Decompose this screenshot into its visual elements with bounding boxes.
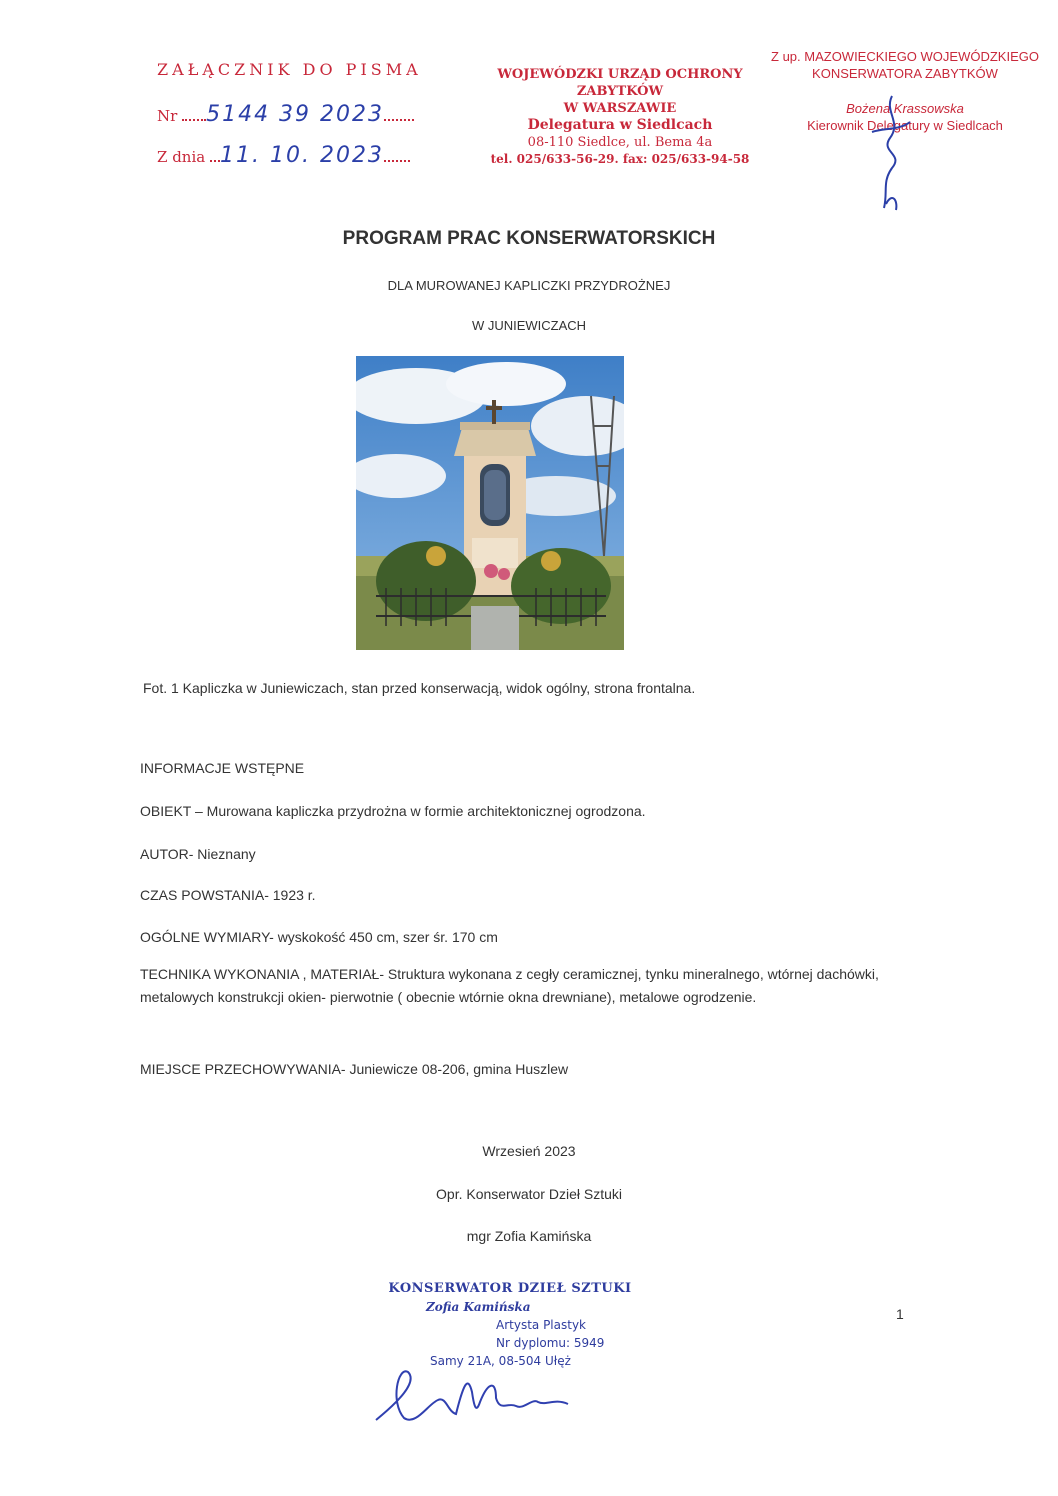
info-czas: CZAS POWSTANIA- 1923 r. — [140, 887, 316, 903]
info-obiekt: OBIEKT – Murowana kapliczka przydrożna w formie architektonicznej ogrodzona. — [140, 803, 646, 819]
photo-caption: Fot. 1 Kapliczka w Juniewiczach, stan przed konserwacją, widok ogólny, strona frontalna. — [143, 680, 696, 696]
document-date: Wrzesień 2023 — [482, 1143, 576, 1159]
office-stamp-line3: Delegatura w Siedlcach — [527, 117, 713, 133]
office-stamp-line1: WOJEWÓDZKI URZĄD OCHRONY ZABYTKÓW — [497, 67, 743, 99]
attachment-date-label: Z dnia — [157, 148, 206, 166]
section-heading: INFORMACJE WSTĘPNE — [140, 760, 305, 776]
prepared-by: Opr. Konserwator Dzieł Sztuki — [436, 1186, 622, 1202]
attachment-number-label: Nr — [157, 107, 178, 125]
signature-icon — [862, 92, 922, 216]
document-subtitle-1: DLA MUROWANEJ KAPLICZKI PRZYDROŻNEJ — [387, 278, 671, 293]
attachment-date-value: 11. 10. 2023 — [219, 143, 384, 168]
info-autor: AUTOR- Nieznany — [140, 846, 256, 862]
attachment-number-line — [157, 102, 414, 127]
artist-stamp-line5: Samy 21A, 08-504 Ułęż — [430, 1354, 571, 1368]
artist-stamp — [360, 1280, 660, 1370]
info-technika: TECHNIKA WYKONANIA , MATERIAŁ- Struktura wykonana z cegły ceramicznej, tynku mineralnego, wtórnej dachówki, metalowych konstrukcji okien- pierwotnie ( obecnie wtórnie okna drewniane), metalowe ogrodzenie. — [140, 966, 879, 1005]
info-miejsce: MIEJSCE PRZECHOWYWANIA- Juniewicze 08-206, gmina Huszlew — [140, 1061, 569, 1077]
document-subtitle-2: W JUNIEWICZACH — [471, 318, 587, 333]
artist-stamp-line2: Zofia Kamińska — [426, 1300, 531, 1314]
office-stamp-line2: W WARSZAWIE — [563, 101, 677, 116]
document-title: PROGRAM PRAC KONSERWATORSKICH — [342, 228, 716, 249]
page-number: 1 — [896, 1306, 904, 1322]
info-wymiary: OGÓLNE WYMIARY- wyskokość 450 cm, szer śr. 170 cm — [140, 929, 498, 945]
artist-stamp-line1: KONSERWATOR DZIEŁ SZTUKI — [388, 1281, 632, 1296]
conservator-stamp-name: Bożena Krassowska — [846, 101, 964, 116]
conservator-stamp-line2: KONSERWATORA ZABYTKÓW — [812, 66, 998, 81]
dotted-line — [384, 105, 414, 121]
dotted-line — [210, 146, 220, 162]
attachment-stamp-title: ZAŁĄCZNIK DO PISMA — [157, 60, 422, 79]
artist-signature-icon — [368, 1362, 588, 1432]
dotted-line — [182, 105, 206, 121]
attachment-date-line — [157, 143, 410, 168]
artist-stamp-line3: Artysta Plastyk — [496, 1318, 587, 1332]
office-stamp-line4: 08-110 Siedlce, ul. Bema 4a — [527, 135, 713, 150]
dotted-line — [384, 146, 410, 162]
chapel-photo — [356, 356, 624, 650]
artist-stamp-line4: Nr dyplomu: 5949 — [496, 1336, 605, 1350]
office-stamp — [470, 66, 770, 168]
office-stamp-line5: tel. 025/633-56-29. fax: 025/633-94-58 — [490, 152, 750, 166]
author-name: mgr Zofia Kamińska — [466, 1228, 592, 1244]
conservator-stamp-line1: Z up. MAZOWIECKIEGO WOJEWÓDZKIEGO — [771, 49, 1039, 64]
conservator-stamp-role: Kierownik Delegatury w Siedlcach — [807, 118, 1003, 133]
attachment-number-value: 5144 39 2023 — [206, 102, 385, 127]
